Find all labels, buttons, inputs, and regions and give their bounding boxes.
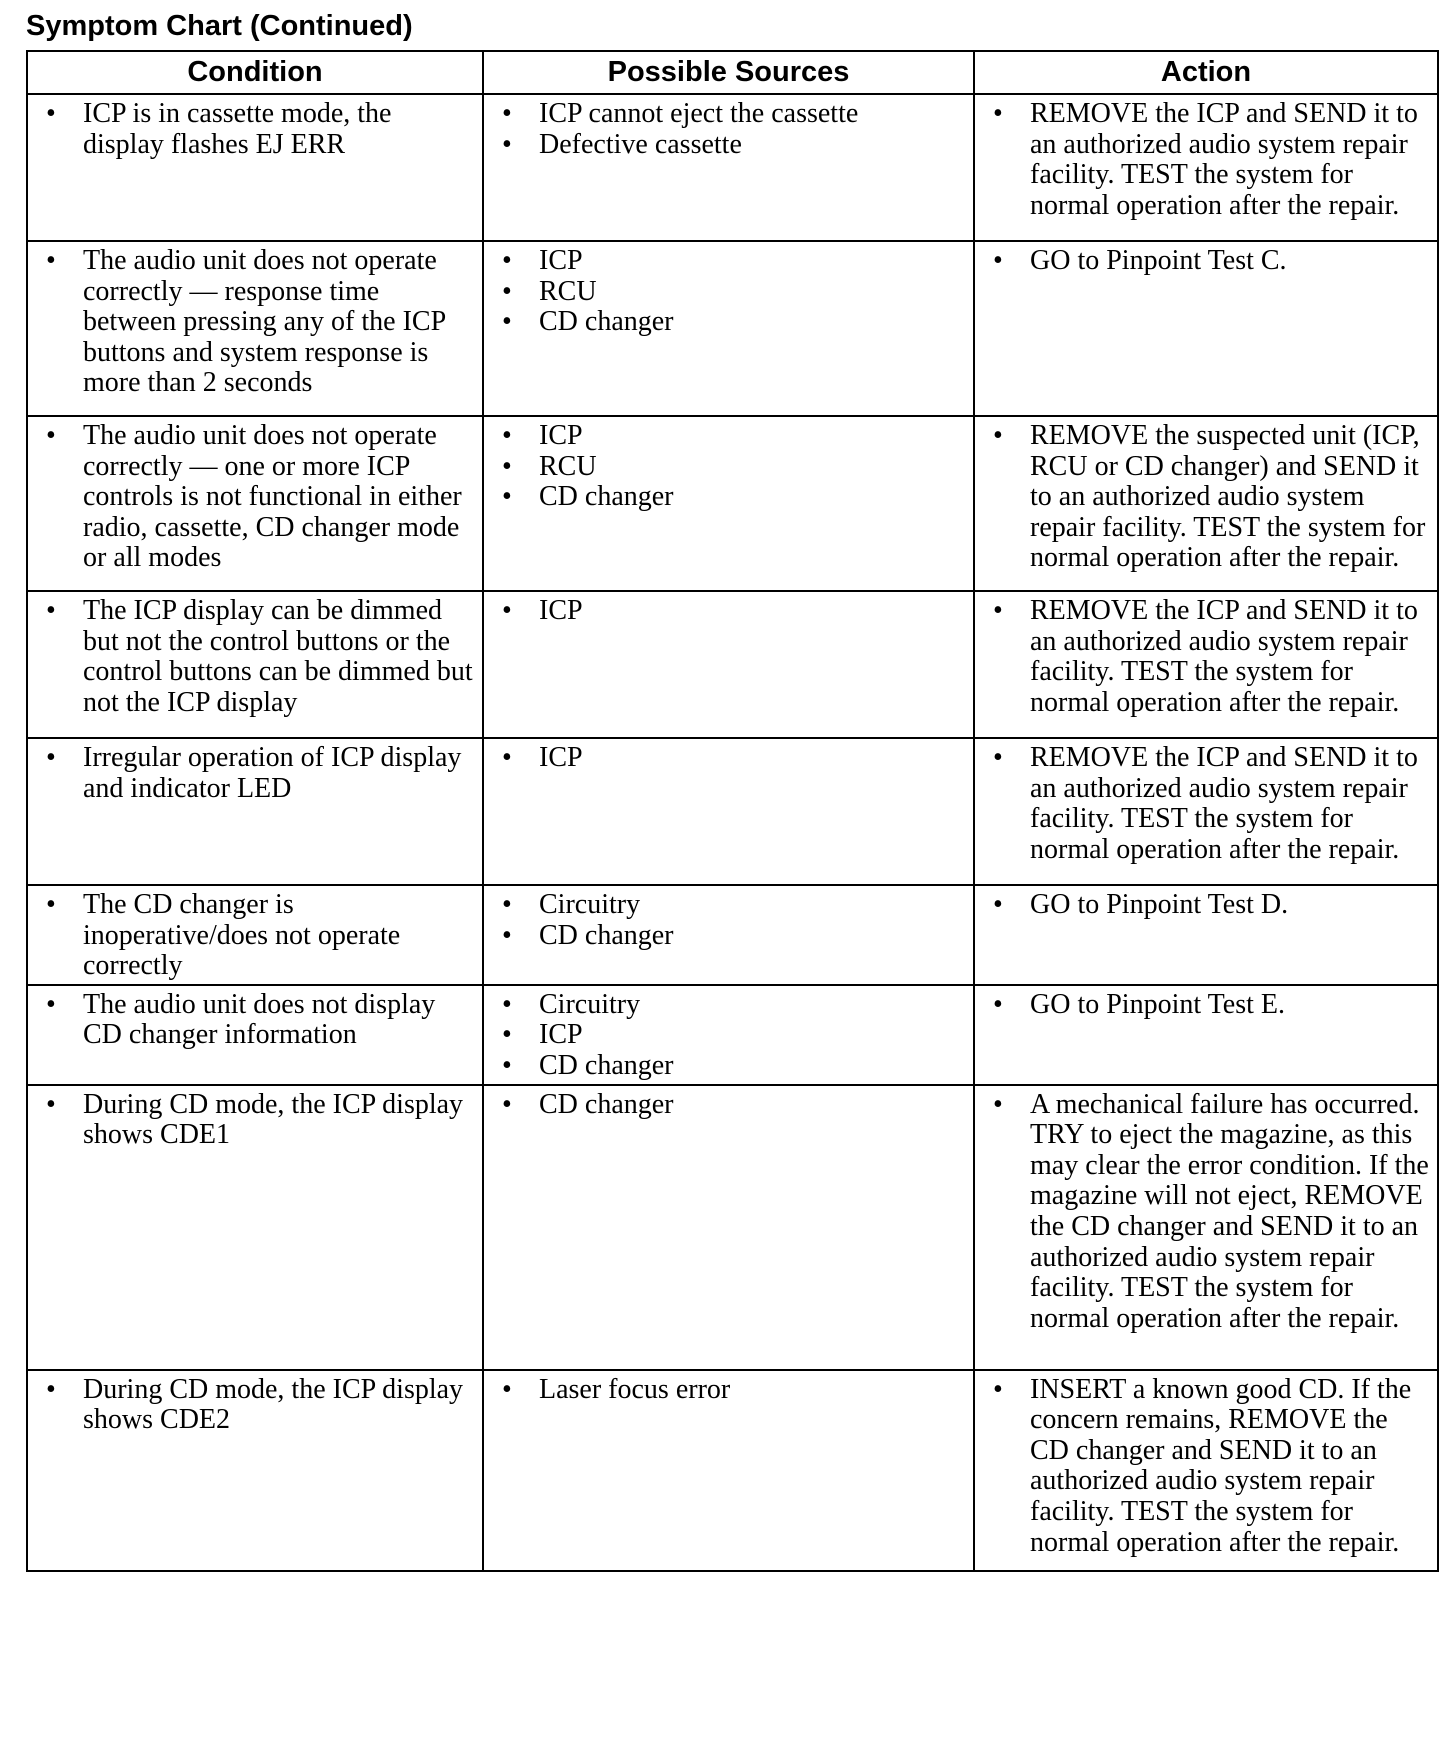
bullet-item: • The CD changer is inoperative/does not operate correctly	[36, 890, 474, 982]
bullet-item: • Laser focus error	[492, 1375, 965, 1406]
action-cell	[974, 591, 1438, 738]
bullet-item: • INSERT a known good CD. If the concern remains, REMOVE the CD changer and SEND it to an authorized audio system repair facility. TEST the system for normal operation after the repair.	[983, 1375, 1429, 1559]
table-row	[27, 985, 1438, 1085]
bullet-list	[983, 1375, 1429, 1559]
table-row	[27, 885, 1438, 985]
bullet-list	[983, 890, 1429, 921]
table-row	[27, 1085, 1438, 1370]
condition-cell	[27, 985, 483, 1085]
bullet-list	[36, 596, 474, 718]
action-cell	[974, 738, 1438, 885]
bullet-list	[492, 890, 965, 951]
bullet-list	[492, 246, 965, 338]
condition-cell	[27, 738, 483, 885]
possible-sources-cell	[483, 985, 974, 1085]
action-cell	[974, 94, 1438, 241]
bullet-list	[983, 743, 1429, 865]
bullet-item: • ICP cannot eject the cassette	[492, 99, 965, 130]
condition-cell	[27, 416, 483, 591]
condition-cell	[27, 1085, 483, 1370]
column-header-possible-sources: Possible Sources	[483, 51, 974, 94]
bullet-list	[983, 246, 1429, 277]
bullet-item: • A mechanical failure has occurred. TRY to eject the magazine, as this may clear the error condition. If the magazine will not eject, REMOVE the CD changer and SEND it to an authorized audio system repair facility. TEST the system for normal operation after the repair.	[983, 1090, 1429, 1335]
bullet-item: • ICP	[492, 596, 965, 627]
column-header-action: Action	[974, 51, 1438, 94]
bullet-list	[983, 99, 1429, 221]
possible-sources-cell	[483, 241, 974, 416]
bullet-list	[492, 1090, 965, 1121]
bullet-list	[36, 743, 474, 804]
bullet-list	[36, 1090, 474, 1151]
table-header-row	[27, 51, 1438, 94]
bullet-list	[983, 421, 1429, 574]
bullet-item: • RCU	[492, 452, 965, 483]
bullet-list	[36, 990, 474, 1051]
possible-sources-cell	[483, 1085, 974, 1370]
column-header-condition: Condition	[27, 51, 483, 94]
possible-sources-cell	[483, 591, 974, 738]
bullet-item: • The ICP display can be dimmed but not the control buttons or the control buttons can be dimmed but not the ICP display	[36, 596, 474, 718]
action-cell	[974, 241, 1438, 416]
symptom-table	[26, 50, 1439, 1572]
bullet-list	[983, 1090, 1429, 1335]
condition-cell	[27, 885, 483, 985]
action-cell	[974, 1370, 1438, 1571]
bullet-list	[492, 99, 965, 160]
bullet-list	[492, 596, 965, 627]
bullet-item: • GO to Pinpoint Test D.	[983, 890, 1429, 921]
bullet-item: • Circuitry	[492, 990, 965, 1021]
bullet-item: • Irregular operation of ICP display and indicator LED	[36, 743, 474, 804]
bullet-item: • REMOVE the suspected unit (ICP, RCU or CD changer) and SEND it to an authorized audio system repair facility. TEST the system for normal operation after the repair.	[983, 421, 1429, 574]
bullet-item: • CD changer	[492, 1090, 965, 1121]
condition-cell	[27, 241, 483, 416]
table-row	[27, 591, 1438, 738]
bullet-item: • RCU	[492, 277, 965, 308]
bullet-item: • REMOVE the ICP and SEND it to an authorized audio system repair facility. TEST the system for normal operation after the repair.	[983, 743, 1429, 865]
possible-sources-cell	[483, 1370, 974, 1571]
bullet-item: • CD changer	[492, 482, 965, 513]
table-row	[27, 738, 1438, 885]
action-cell	[974, 885, 1438, 985]
bullet-list	[36, 421, 474, 574]
table-row	[27, 416, 1438, 591]
bullet-list	[36, 246, 474, 399]
possible-sources-cell	[483, 885, 974, 985]
condition-cell	[27, 94, 483, 241]
action-cell	[974, 985, 1438, 1085]
table-row	[27, 94, 1438, 241]
bullet-item: • CD changer	[492, 307, 965, 338]
bullet-item: • Defective cassette	[492, 130, 965, 161]
bullet-item: • GO to Pinpoint Test E.	[983, 990, 1429, 1021]
bullet-item: • GO to Pinpoint Test C.	[983, 246, 1429, 277]
condition-cell	[27, 591, 483, 738]
bullet-item: • REMOVE the ICP and SEND it to an authorized audio system repair facility. TEST the system for normal operation after the repair.	[983, 596, 1429, 718]
bullet-item: • The audio unit does not display CD changer information	[36, 990, 474, 1051]
bullet-item: • CD changer	[492, 1051, 965, 1082]
bullet-item: • ICP	[492, 246, 965, 277]
table-body	[27, 94, 1438, 1571]
bullet-item: • During CD mode, the ICP display shows CDE1	[36, 1090, 474, 1151]
possible-sources-cell	[483, 94, 974, 241]
action-cell	[974, 416, 1438, 591]
bullet-item: • ICP is in cassette mode, the display flashes EJ ERR	[36, 99, 474, 160]
bullet-list	[492, 1375, 965, 1406]
possible-sources-cell	[483, 738, 974, 885]
page-title: Symptom Chart (Continued)	[26, 10, 413, 42]
bullet-item: • ICP	[492, 1020, 965, 1051]
bullet-list	[983, 596, 1429, 718]
bullet-list	[36, 99, 474, 160]
bullet-list	[492, 421, 965, 513]
table-row	[27, 1370, 1438, 1571]
bullet-item: • The audio unit does not operate correctly — response time between pressing any of the ICP buttons and system response is more than 2 seconds	[36, 246, 474, 399]
bullet-list	[492, 990, 965, 1082]
action-cell	[974, 1085, 1438, 1370]
table-row	[27, 241, 1438, 416]
bullet-item: • CD changer	[492, 921, 965, 952]
bullet-item: • REMOVE the ICP and SEND it to an authorized audio system repair facility. TEST the system for normal operation after the repair.	[983, 99, 1429, 221]
possible-sources-cell	[483, 416, 974, 591]
bullet-list	[36, 890, 474, 982]
bullet-item: • ICP	[492, 421, 965, 452]
bullet-item: • The audio unit does not operate correctly — one or more ICP controls is not functional in either radio, cassette, CD changer mode or all modes	[36, 421, 474, 574]
condition-cell	[27, 1370, 483, 1571]
bullet-item: • ICP	[492, 743, 965, 774]
bullet-item: • Circuitry	[492, 890, 965, 921]
bullet-list	[36, 1375, 474, 1436]
bullet-list	[492, 743, 965, 774]
bullet-list	[983, 990, 1429, 1021]
bullet-item: • During CD mode, the ICP display shows CDE2	[36, 1375, 474, 1436]
